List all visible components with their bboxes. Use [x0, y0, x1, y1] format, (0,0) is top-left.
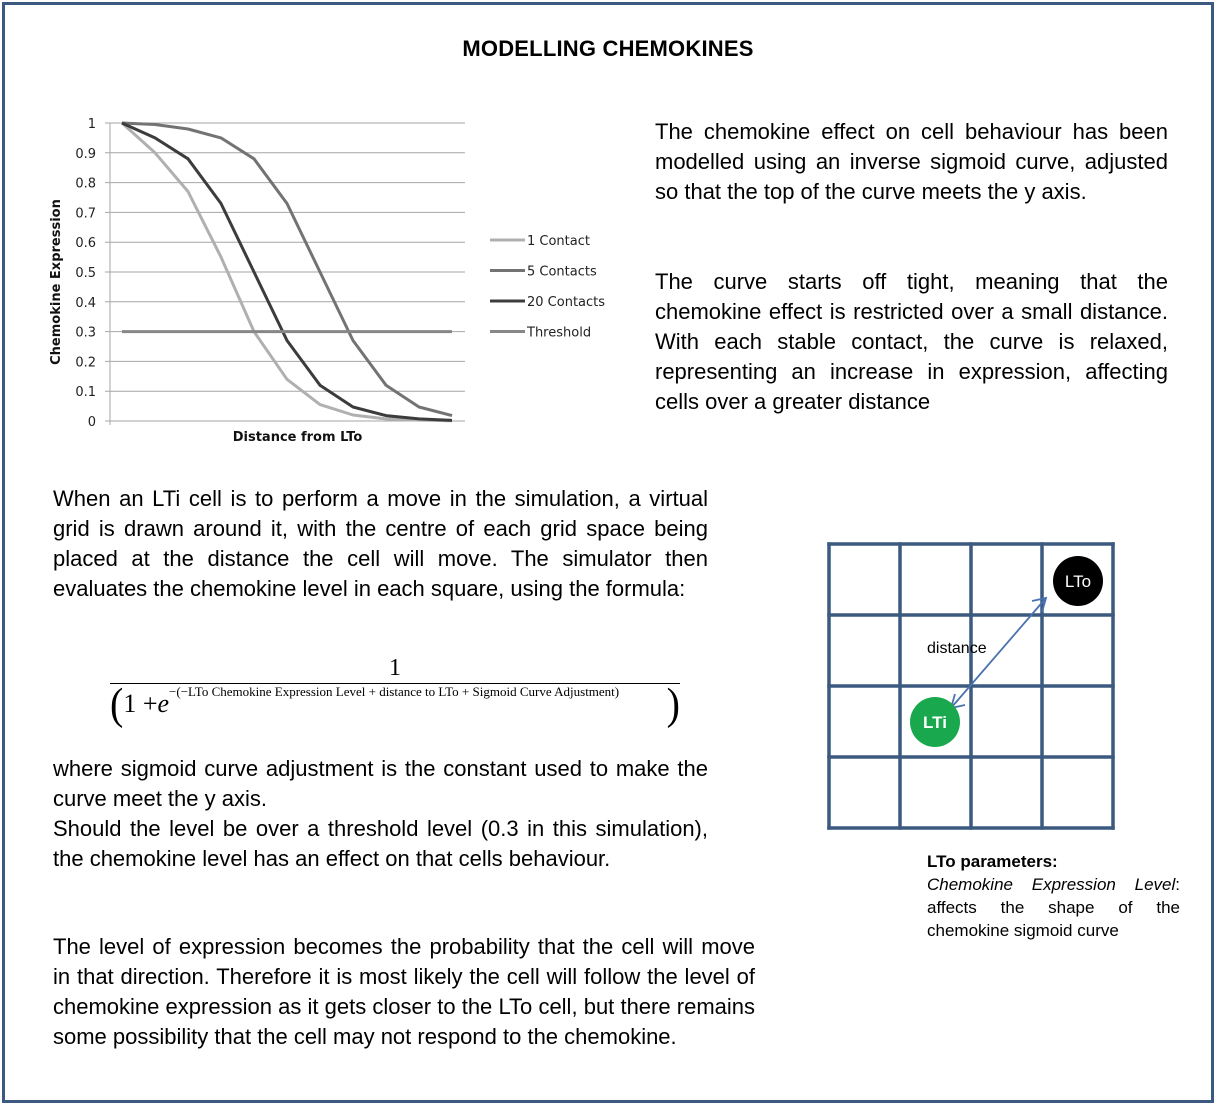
lti-label: LTi [923, 713, 947, 732]
left-paragraph-2 [53, 754, 708, 874]
formula-denominator [110, 678, 680, 729]
formula-base: 1 + [123, 689, 158, 718]
formula-numerator: 1 [389, 655, 401, 681]
left-paragraph-2a-text: where sigmoid curve adjustment is the constant used to make the curve meet the y axis. [53, 756, 708, 811]
left-paragraph-1 [53, 484, 708, 604]
formula-e: e [157, 689, 170, 718]
legend-label: Threshold [527, 325, 592, 341]
y-tick-label: 0.4 [75, 295, 96, 311]
right-paragraph-2-text: The curve starts off tight, meaning that the chemokine effect is restricted over a small distance. With each stable contact, the curve is relaxed, representing an increase in expression, affecting cells over a greater distance [655, 269, 1168, 414]
params-colon: : [1175, 875, 1180, 894]
lto-label: LTo [1064, 572, 1092, 591]
grid-diagram [820, 535, 1120, 835]
left-paragraph-3-text: The level of expression becomes the probability that the cell will move in that direction. Therefore it is most likely the cell will follow the level of chemokine expression as it gets closer to the LTo cell, but there remains some possibility that the cell may not respond to the chemokine. [53, 934, 755, 1049]
sigmoid-formula [110, 655, 680, 729]
legend-label: 5 Contacts [527, 264, 597, 280]
right-paragraph-1 [655, 117, 1168, 207]
left-paragraph-1-text: When an LTi cell is to perform a move in the simulation, a virtual grid is drawn around it, with the centre of each grid space being placed at the distance the cell will move. The simulator then evaluates the chemokine level in each square, using the formula: [53, 486, 708, 601]
legend-label: 1 Contact [527, 234, 590, 249]
left-paragraph-2b-text: Should the level be over a threshold level (0.3 in this simulation), the chemokine level has an effect on that cells behaviour. [53, 816, 708, 871]
y-tick-label: 0 [87, 415, 96, 430]
series-line-5-contacts [122, 123, 452, 416]
formula-open-paren: ( [110, 678, 124, 729]
formula-close-paren: ) [666, 678, 680, 729]
params-description: affects the shape of the chemokine sigmoid curve [927, 898, 1180, 940]
lto-parameters [927, 850, 1180, 942]
params-heading: LTo parameters: [927, 852, 1058, 871]
y-tick-label: 0.5 [75, 266, 96, 281]
right-paragraph-2 [655, 267, 1168, 417]
left-paragraph-3 [53, 932, 755, 1052]
y-tick-label: 0.2 [75, 355, 96, 371]
chemokine-chart [40, 110, 620, 455]
y-axis-label: Chemokine Expression [49, 199, 64, 365]
formula-exponent: −(−LTo Chemokine Expression Level + distance to LTo + Sigmoid Curve Adjustment) [169, 684, 620, 699]
legend-label: 20 Contacts [527, 295, 606, 310]
y-tick-label: 0.8 [75, 176, 96, 192]
y-tick-label: 0.7 [75, 206, 96, 222]
distance-label: distance [927, 640, 987, 657]
y-tick-label: 0.6 [75, 236, 96, 252]
right-paragraph-1-text: The chemokine effect on cell behaviour has been modelled using an inverse sigmoid curve, adjusted so that the top of the curve meets the y axis. [655, 119, 1168, 204]
y-tick-label: 0.3 [75, 325, 96, 341]
page-title: MODELLING CHEMOKINES [462, 36, 754, 61]
y-tick-label: 0.9 [75, 146, 96, 162]
y-tick-label: 0.1 [75, 385, 96, 401]
x-axis-label: Distance from LTo [232, 430, 363, 445]
params-label: Chemokine Expression Level [927, 875, 1176, 894]
y-tick-label: 1 [87, 117, 96, 132]
